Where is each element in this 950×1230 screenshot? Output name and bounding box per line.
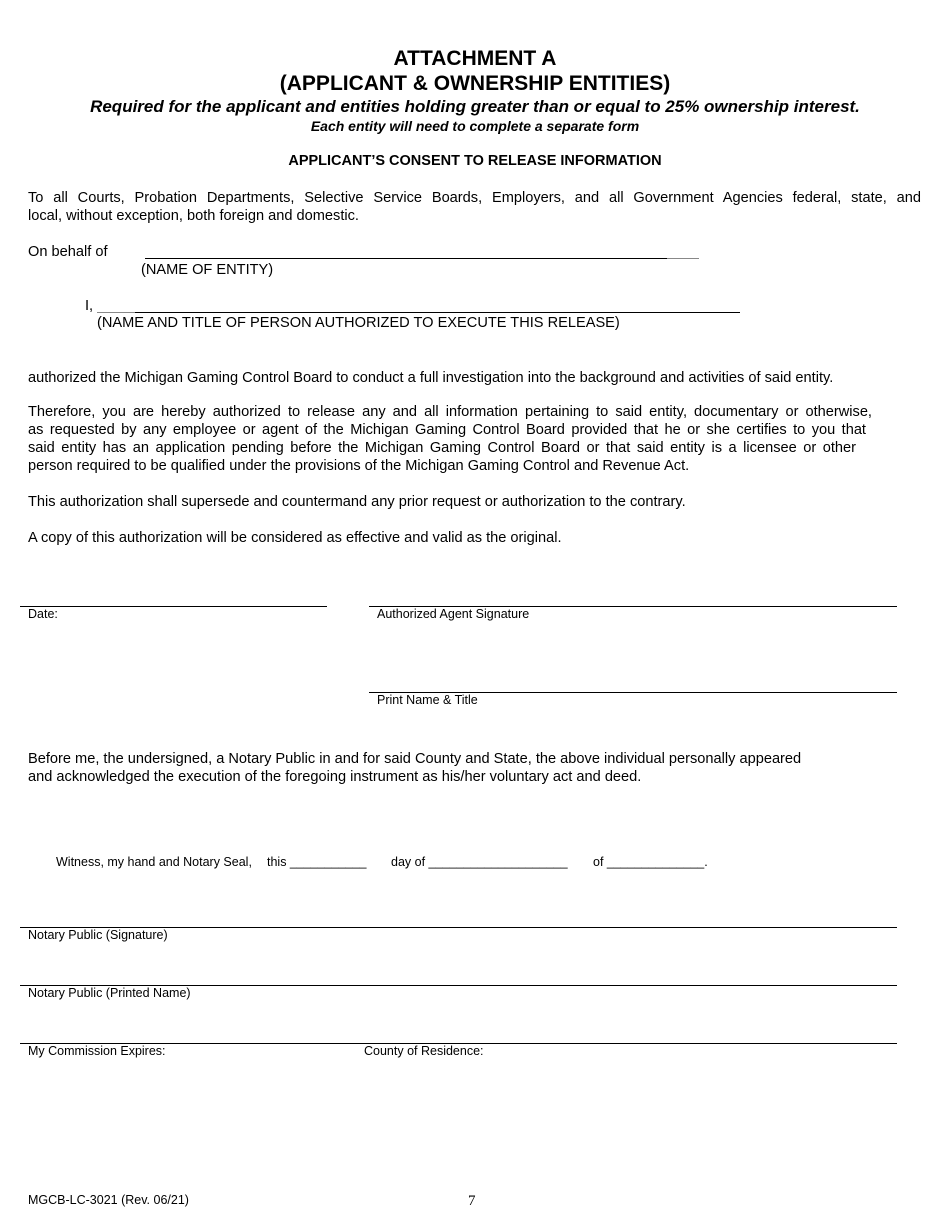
notary-statement-line-1: Before me, the undersigned, a Notary Public in and for said County and State, the above individual personally appeared [28, 751, 802, 767]
person-field-lead [97, 312, 135, 313]
witness-day-of-field[interactable]: day of ____________________ [391, 855, 568, 869]
intro-line-1: To all Courts, Probation Departments, Selective Service Boards, Employers, and all Government Agencies federal, state, and [28, 190, 921, 206]
date-label: Date: [28, 607, 58, 621]
notary-signature-label: Notary Public (Signature) [28, 928, 168, 942]
agent-signature-label: Authorized Agent Signature [377, 607, 530, 621]
authorized-paragraph: authorized the Michigan Gaming Control Board to conduct a full investigation into the background and activities of said entity. [28, 370, 834, 386]
print-name-title-label: Print Name & Title [377, 693, 478, 707]
subtitle-secondary: Each entity will need to complete a separate form [310, 118, 640, 134]
on-behalf-of-label: On behalf of [28, 244, 108, 260]
therefore-line-2: as requested by any employee or agent of the Michigan Gaming Control Board provided that he or she certifies to you that [28, 422, 866, 438]
therefore-line-4: person required to be qualified under the provisions of the Michigan Gaming Control and Revenue Act. [28, 458, 690, 474]
witness-this-field[interactable]: this ___________ [267, 855, 367, 869]
person-caption: (NAME AND TITLE OF PERSON AUTHORIZED TO EXECUTE THIS RELEASE) [97, 315, 620, 331]
entity-name-field-extension [667, 258, 699, 259]
entity-name-caption: (NAME OF ENTITY) [141, 262, 274, 278]
date-field[interactable] [20, 606, 327, 607]
therefore-line-1: Therefore, you are hereby authorized to release any and all information pertaining to said entity, documentary or otherwise, [28, 404, 872, 420]
county-of-residence-label: County of Residence: [364, 1044, 484, 1058]
witness-of-field[interactable]: of ______________. [593, 855, 708, 869]
title-line-2: (APPLICANT & OWNERSHIP ENTITIES) [279, 72, 671, 95]
therefore-line-3: said entity has an application pending before the Michigan Gaming Control Board or that said entity is a licensee or other [28, 440, 856, 456]
commission-expires-label: My Commission Expires: [28, 1044, 166, 1058]
subtitle: Required for the applicant and entities holding greater than or equal to 25% ownership interest. [90, 97, 860, 116]
page-number: 7 [468, 1193, 476, 1209]
notary-statement-line-2: and acknowledged the execution of the foregoing instrument as his/her voluntary act and deed. [28, 769, 642, 785]
person-prefix: I, [85, 298, 94, 314]
person-name-title-field[interactable] [135, 312, 740, 313]
notary-printed-name-label: Notary Public (Printed Name) [28, 986, 191, 1000]
entity-name-field[interactable] [145, 258, 667, 259]
form-number: MGCB-LC-3021 (Rev. 06/21) [28, 1193, 189, 1207]
copy-paragraph: A copy of this authorization will be considered as effective and valid as the original. [28, 530, 562, 546]
supersede-paragraph: This authorization shall supersede and countermand any prior request or authorization to the contrary. [28, 494, 686, 510]
title-line-1: ATTACHMENT A [393, 47, 557, 70]
section-heading: APPLICANT’S CONSENT TO RELEASE INFORMATION [288, 153, 662, 169]
intro-line-2: local, without exception, both foreign and domestic. [28, 208, 359, 224]
witness-text: Witness, my hand and Notary Seal, [56, 855, 252, 869]
